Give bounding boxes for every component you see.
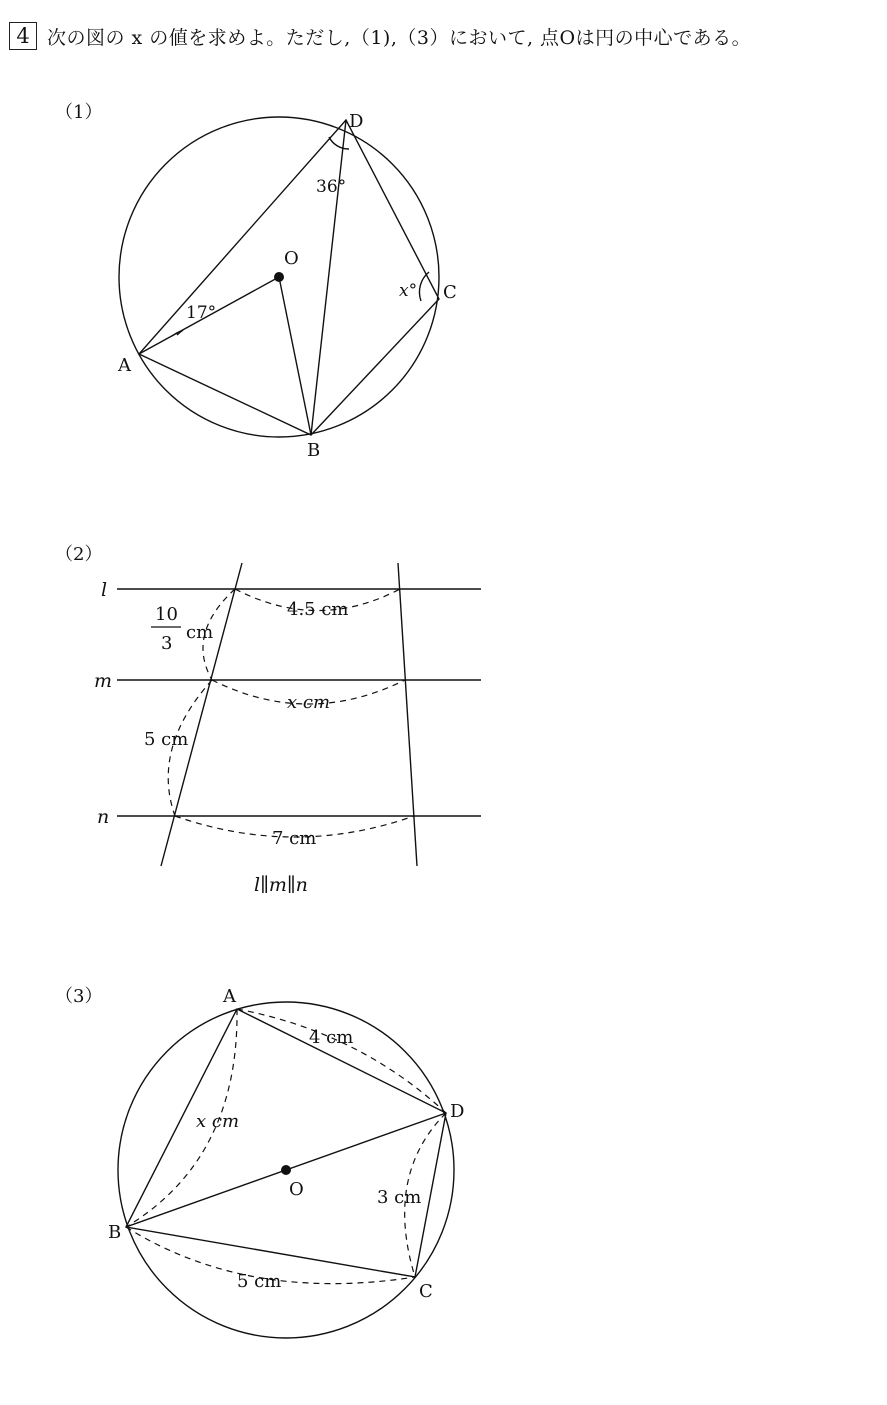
fig1-center-dot (274, 272, 284, 282)
fig2-seg-7cm: 7 cm (272, 828, 317, 849)
fig2-label-l: l (101, 579, 108, 601)
fig3-seg-xcm: x cm (196, 1111, 240, 1132)
fig3-quadrilateral (126, 1009, 446, 1277)
fig3-center-dot (281, 1165, 291, 1175)
fig1-label-D: D (349, 111, 364, 132)
fig1-angle-36: 36° (316, 177, 347, 197)
fig1-diagonal-DB (311, 120, 346, 435)
fig3-seg-3cm: 3 cm (377, 1187, 422, 1208)
fig2-frac-num: 10 (155, 604, 178, 625)
problem-instruction: 次の図の x の値を求めよ。ただし,（1),（3）において, 点Oは円の中心である。 (47, 26, 752, 49)
fig3-label-O: O (289, 1179, 304, 1200)
fig1-label-A: A (118, 355, 131, 376)
fig1-angle-x: x° (399, 281, 418, 301)
fig2-seg-5cm: 5 cm (144, 729, 189, 750)
fig2-parallel-note: l∥m∥n (254, 874, 308, 896)
fig1-segment-OB (279, 277, 311, 435)
fig3-seg-5cm: 5 cm (237, 1271, 282, 1292)
fig1-label-C: C (443, 282, 457, 303)
fig1-angle-17: 17° (186, 303, 217, 323)
fig3-dashed-arcs (126, 1009, 446, 1284)
part-2-label: （2） (55, 544, 103, 565)
part-3-label: （3） (55, 986, 103, 1007)
fig3-label-D: D (450, 1101, 465, 1122)
fig1-label-B: B (307, 440, 321, 461)
fig2-frac-den: 3 (161, 633, 173, 654)
fig2-label-n: n (97, 806, 110, 828)
problem-number-box: 4 (9, 22, 37, 50)
fig2-label-m: m (94, 670, 113, 692)
fig2-frac-unit: cm (186, 622, 214, 643)
fig1-angle-arc-D (329, 137, 349, 149)
fig2-seg-xcm: x cm (287, 692, 331, 713)
fig2-transversal-right (398, 563, 417, 866)
fig2-seg-4-5cm: 4.5 cm (287, 599, 349, 620)
fig3-seg-4cm: 4 cm (309, 1027, 354, 1048)
fig3-label-B: B (108, 1222, 122, 1243)
fig3-label-C: C (419, 1281, 433, 1302)
fig1-label-O: O (284, 248, 299, 269)
part-1-label: （1） (55, 102, 103, 123)
fig3-label-A: A (223, 986, 236, 1007)
